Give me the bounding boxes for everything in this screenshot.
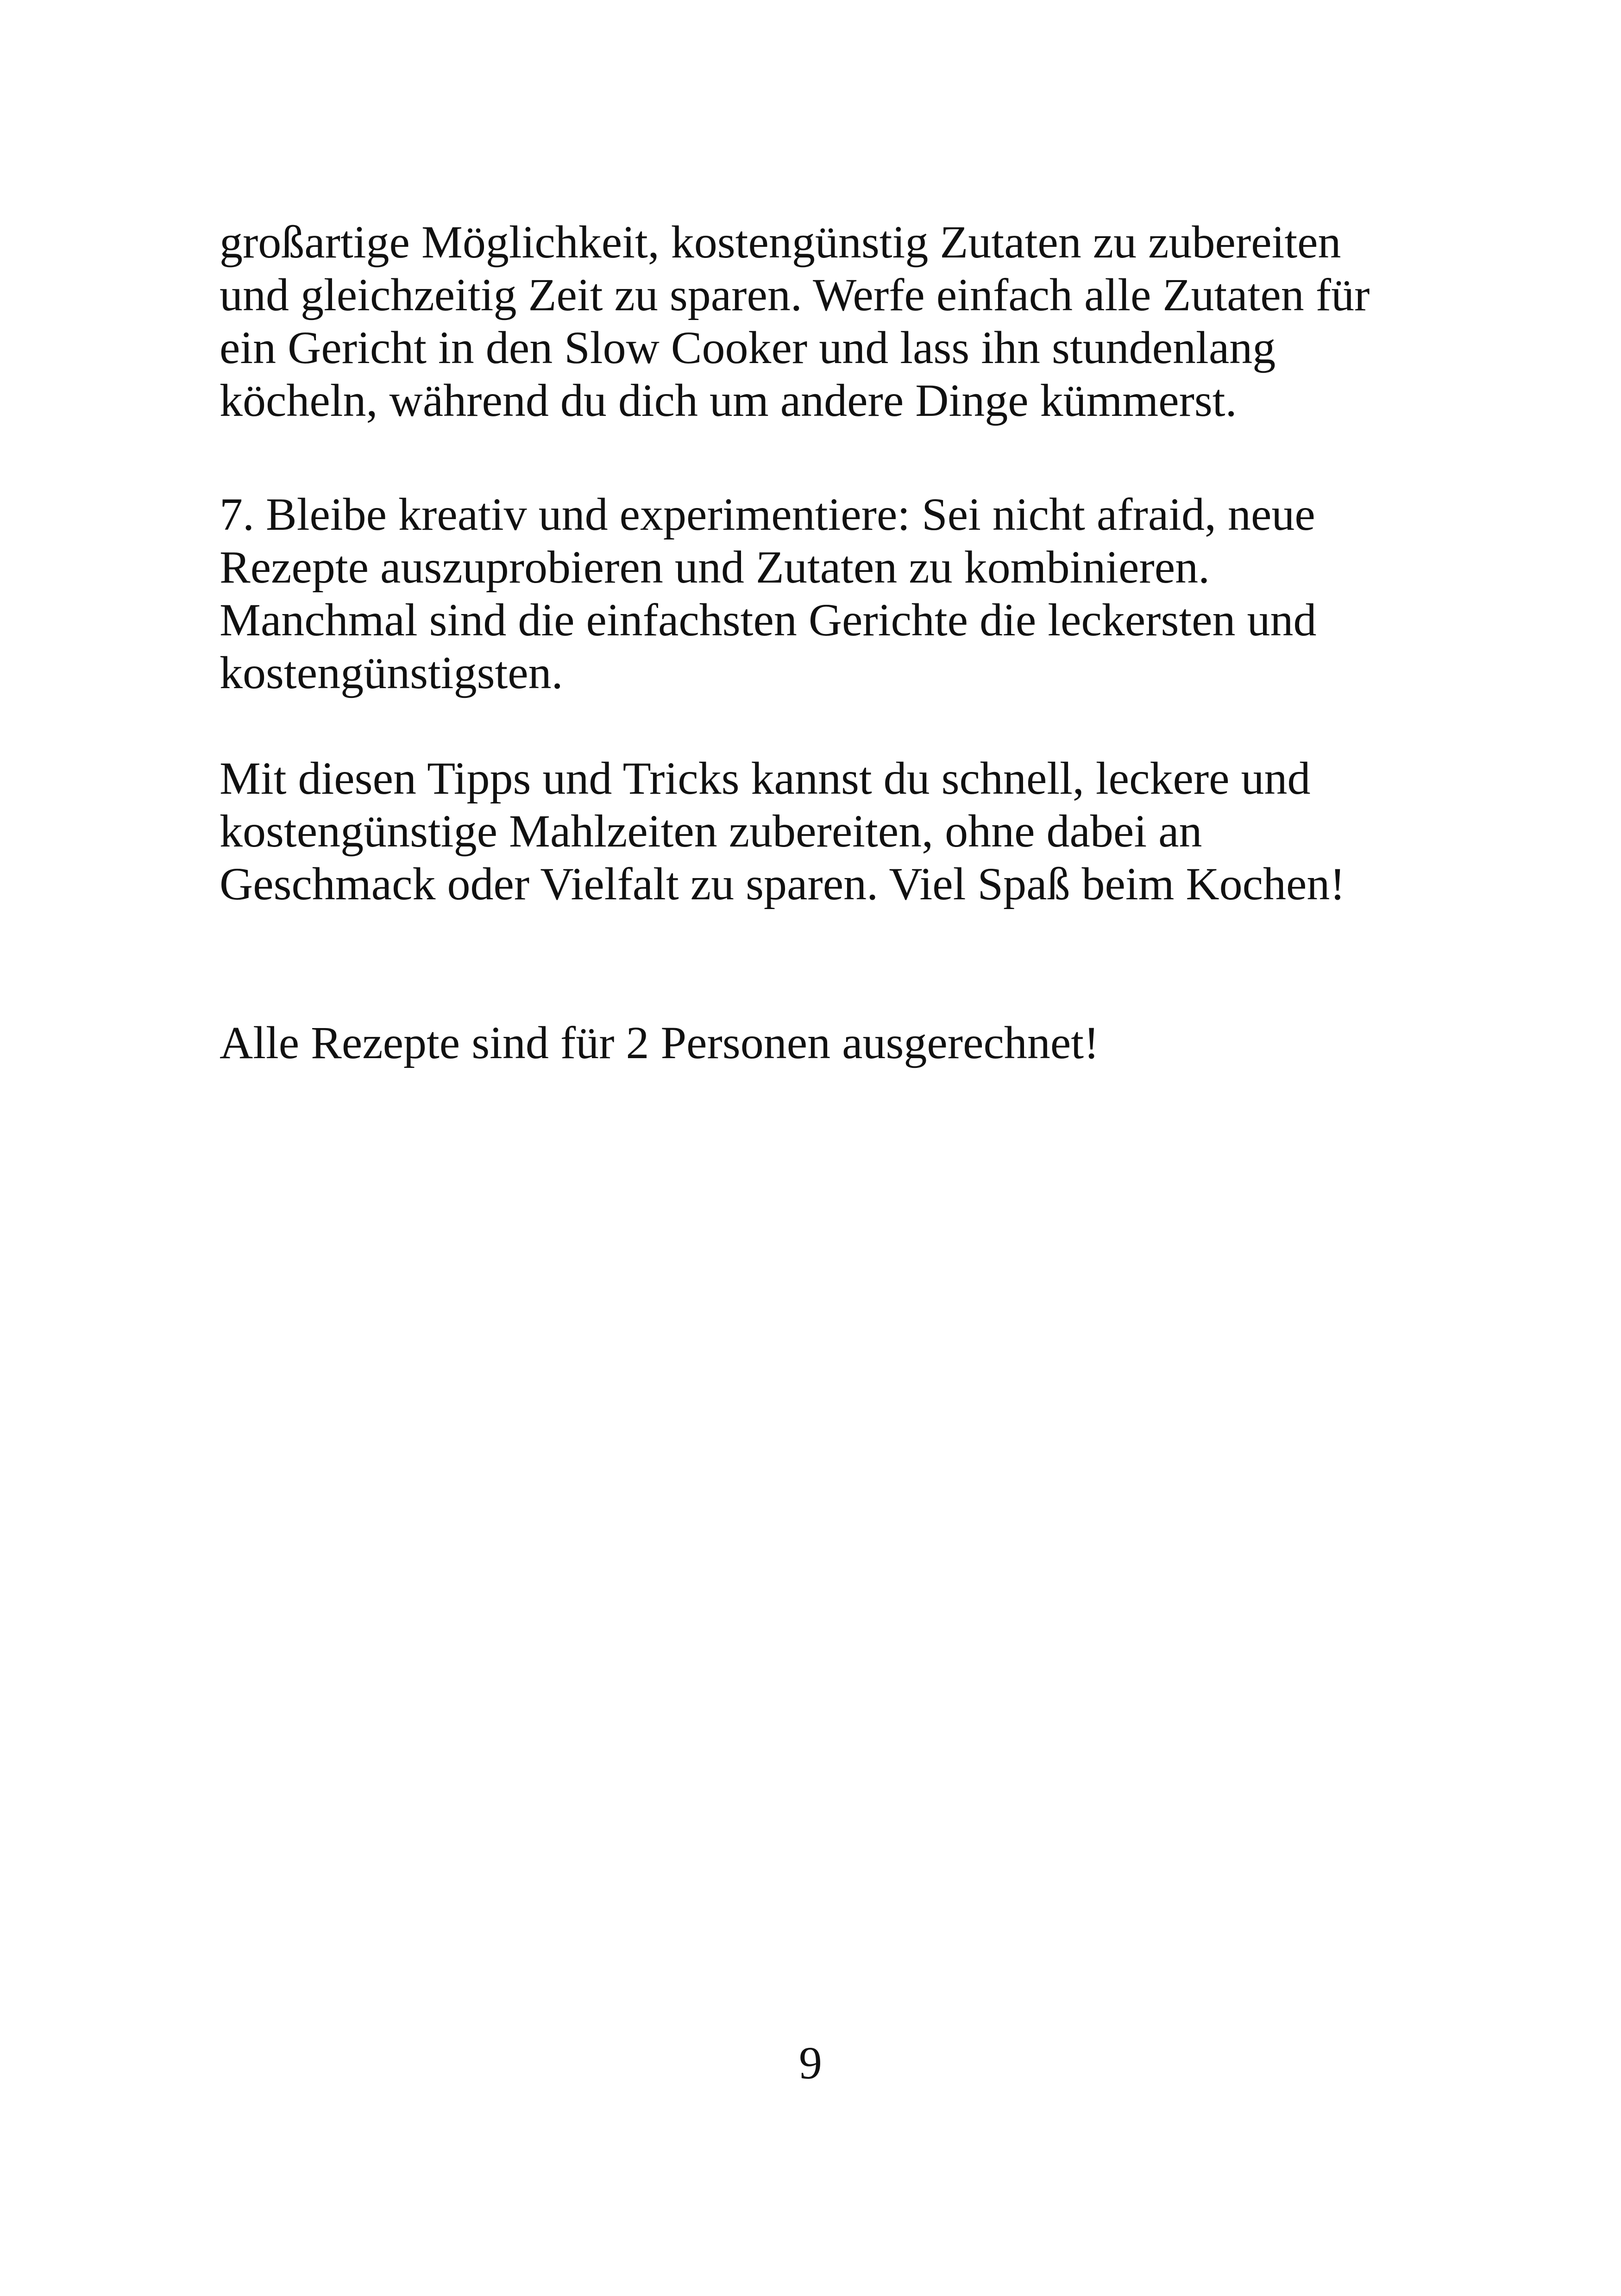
text-line: Alle Rezepte sind für 2 Personen ausgerechnet! xyxy=(220,1017,1100,1068)
text-line: und gleichzeitig Zeit zu sparen. Werfe einfach alle Zutaten für xyxy=(220,269,1370,320)
text-line: Mit diesen Tipps und Tricks kannst du schnell, leckere und xyxy=(220,753,1311,804)
text-line: großartige Möglichkeit, kostengünstig Zutaten zu zubereiten xyxy=(220,216,1341,268)
text-line: kostengünstige Mahlzeiten zubereiten, ohne dabei an xyxy=(220,805,1202,857)
paragraph-conclusion xyxy=(220,752,1424,910)
paragraph-tip-7 xyxy=(220,488,1424,699)
paragraph-servings-note xyxy=(220,1016,1424,1069)
text-line: Geschmack oder Vielfalt zu sparen. Viel Spaß beim Kochen! xyxy=(220,858,1345,910)
paragraph-slow-cooker xyxy=(220,216,1424,427)
text-line: köcheln, während du dich um andere Dinge kümmerst. xyxy=(220,375,1237,426)
text-line: Rezepte auszuprobieren und Zutaten zu kombinieren. xyxy=(220,541,1210,593)
text-line: kostengünstigsten. xyxy=(220,647,563,698)
text-line: Manchmal sind die einfachsten Gerichte die leckersten und xyxy=(220,594,1317,646)
text-line: 7. Bleibe kreativ und experimentiere: Sei nicht afraid, neue xyxy=(220,489,1315,540)
text-line: ein Gericht in den Slow Cooker und lass ihn stundenlang xyxy=(220,322,1276,373)
page-number: 9 xyxy=(799,2037,822,2089)
